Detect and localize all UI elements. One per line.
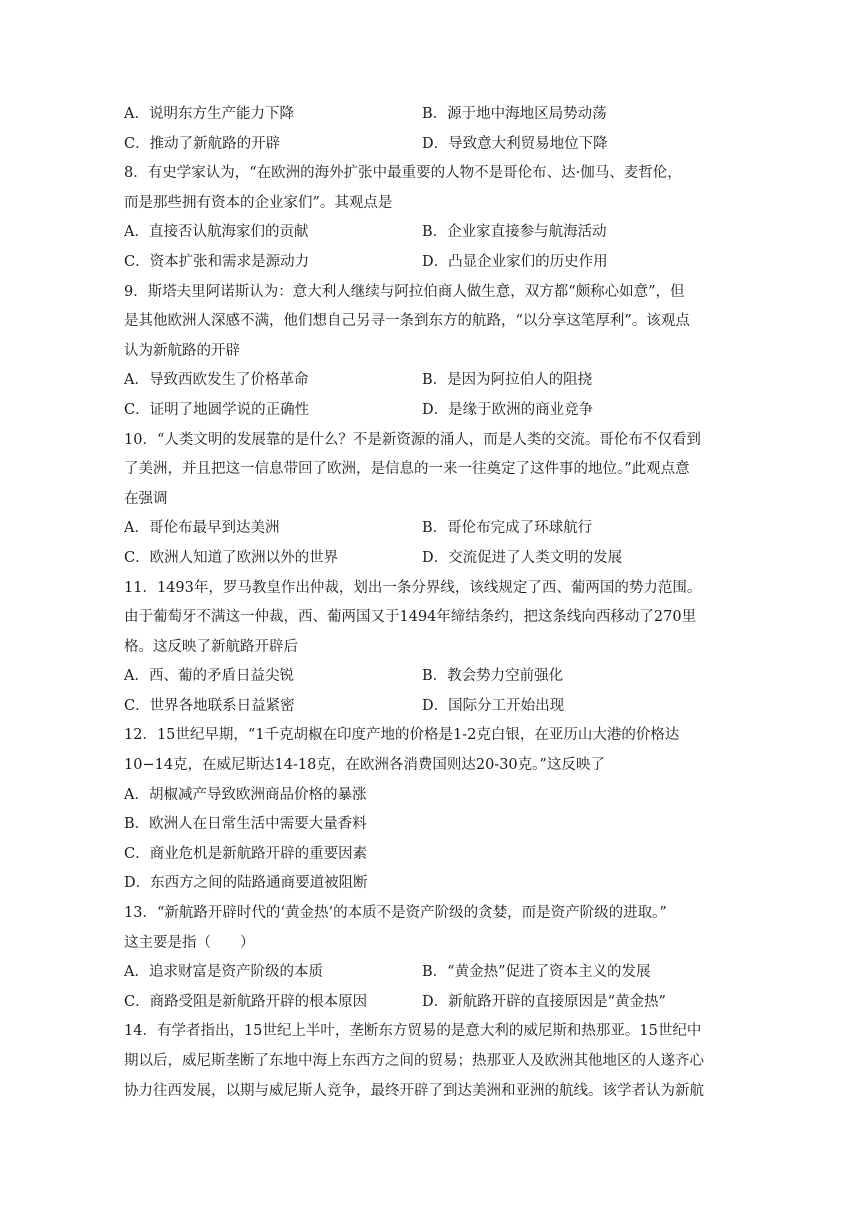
q9-stem-line-2: 是其他欧洲人深感不满，他们想自己另寻一条到东方的航路，“以分享这笔厚利”。该观点	[124, 313, 690, 330]
q11-stem-line-1: 11．1493年，罗马教皇作出仲裁，划出一条分界线，该线规定了西、葡两国的势力范围。	[124, 579, 702, 596]
question-list	[124, 100, 736, 1106]
q10-stem-line-3: 在强调	[124, 490, 168, 507]
q7-options-row-1	[124, 100, 736, 130]
q9-stem-line-1: 9．斯塔夫里阿诺斯认为：意大利人继续与阿拉伯商人做生意，双方都“颇称心如意”，但	[124, 283, 685, 300]
q9-option-d[interactable]: D．是缘于欧洲的商业竞争	[422, 401, 594, 418]
q13-option-c[interactable]: C．商路受阻是新航路开辟的根本原因	[124, 993, 368, 1010]
q10-option-a[interactable]: A．哥伦布最早到达美洲	[124, 520, 280, 537]
q8-option-d[interactable]: D．凸显企业家们的历史作用	[422, 253, 608, 270]
q10-option-d[interactable]: D．交流促进了人类文明的发展	[422, 549, 623, 566]
q12-option-a[interactable]: A．胡椒减产导致欧洲商品价格的暴涨	[124, 786, 367, 803]
q8-options-row-1	[124, 218, 736, 248]
q11-stem-line-2: 由于葡萄牙不满这一仲裁，西、葡两国又于1494年缔结条约，把这条线向西移动了270里	[124, 609, 697, 626]
q10-option-c[interactable]: C．欧洲人知道了欧洲以外的世界	[124, 549, 339, 566]
q10-options-row-1	[124, 514, 736, 544]
q7-options-row-2	[124, 130, 736, 160]
q8-stem-line-2: 而是那些拥有资本的企业家们”。其观点是	[124, 194, 393, 211]
q10-option-b[interactable]: B．哥伦布完成了环球航行	[422, 520, 593, 537]
q11-option-a[interactable]: A．西、葡的矛盾日益尖锐	[124, 668, 294, 685]
q12-stem-line-1: 12．15世纪早期，“1千克胡椒在印度产地的价格是1-2克白银，在亚历山大港的价格达	[124, 727, 680, 744]
q11-option-c[interactable]: C．世界各地联系日益紧密	[124, 697, 295, 714]
q12-option-b[interactable]: B．欧洲人在日常生活中需要大量香料	[124, 816, 367, 833]
q14-stem-line-2: 期以后，威尼斯垄断了东地中海上东西方之间的贸易；热那亚人及欧洲其他地区的人遂齐心	[124, 1053, 704, 1069]
q8-option-c[interactable]: C．资本扩张和需求是源动力	[124, 253, 310, 270]
q10-options-row-2	[124, 544, 736, 574]
q9-option-c[interactable]: C．证明了地圆学说的正确性	[124, 401, 310, 418]
q10-stem-line-2: 了美洲，并且把这一信息带回了欧洲，是信息的一来一往奠定了这件事的地位。”此观点意	[124, 461, 690, 478]
q11-options-row-1	[124, 662, 736, 692]
q7-option-a[interactable]: A．说明东方生产能力下降	[124, 106, 294, 122]
q13-option-a[interactable]: A．追求财富是资产阶级的本质	[124, 964, 323, 981]
q11-option-d[interactable]: D．国际分工开始出现	[422, 697, 565, 714]
q11-stem-line-3: 格。这反映了新航路开辟后	[124, 638, 298, 655]
q9-option-b[interactable]: B．是因为阿拉伯人的阻挠	[422, 372, 593, 389]
q9-stem-line-3: 认为新航路的开辟	[124, 342, 240, 359]
q9-options-row-2	[124, 396, 736, 426]
q12-option-d[interactable]: D．东西方之间的陆路通商要道被阻断	[124, 875, 368, 892]
q7-option-d[interactable]: D．导致意大利贸易地位下降	[422, 135, 608, 152]
q12-stem-line-2: 10−14克，在威尼斯达14-18克，在欧洲各消费国则达20-30克。”这反映了	[124, 757, 605, 774]
q7-option-b[interactable]: B．源于地中海地区局势动荡	[422, 106, 607, 122]
q13-stem-line-1: 13．“新航路开辟时代的‘黄金热’的本质不是资产阶级的贪婪，而是资产阶级的进取。”	[124, 905, 667, 922]
q13-stem-line-2: 这主要是指（ ）	[124, 934, 255, 951]
q8-option-b[interactable]: B．企业家直接参与航海活动	[422, 224, 607, 241]
q13-options-row-1	[124, 958, 736, 988]
q8-stem-line-1: 8．有史学家认为，“在欧洲的海外扩张中最重要的人物不是哥伦布、达·伽马、麦哲伦，	[124, 165, 682, 182]
q9-option-a[interactable]: A．导致西欧发生了价格革命	[124, 372, 309, 389]
q8-option-a[interactable]: A．直接否认航海家们的贡献	[124, 224, 309, 241]
q14-stem-line-1: 14．有学者指出，15世纪上半叶，垄断东方贸易的是意大利的威尼斯和热那亚。15世纪中	[124, 1023, 702, 1040]
q10-stem-line-1: 10．“人类文明的发展靠的是什么？不是新资源的涌人，而是人类的交流。哥伦布不仅看到	[124, 431, 701, 448]
q14-stem-line-3: 协力往西发展，以期与威尼斯人竞争，最终开辟了到达美洲和亚洲的航线。该学者认为新航	[124, 1082, 704, 1099]
q8-options-row-2	[124, 248, 736, 278]
q13-option-d[interactable]: D．新航路开辟的直接原因是“黄金热”	[422, 993, 666, 1010]
q7-option-c[interactable]: C．推动了新航路的开辟	[124, 135, 281, 152]
q13-options-row-2	[124, 988, 736, 1018]
q11-options-row-2	[124, 692, 736, 722]
q11-option-b[interactable]: B．教会势力空前强化	[422, 668, 564, 685]
q13-option-b[interactable]: B．“黄金热”促进了资本主义的发展	[422, 964, 651, 981]
q9-options-row-1	[124, 366, 736, 396]
q12-option-c[interactable]: C．商业危机是新航路开辟的重要因素	[124, 845, 368, 862]
